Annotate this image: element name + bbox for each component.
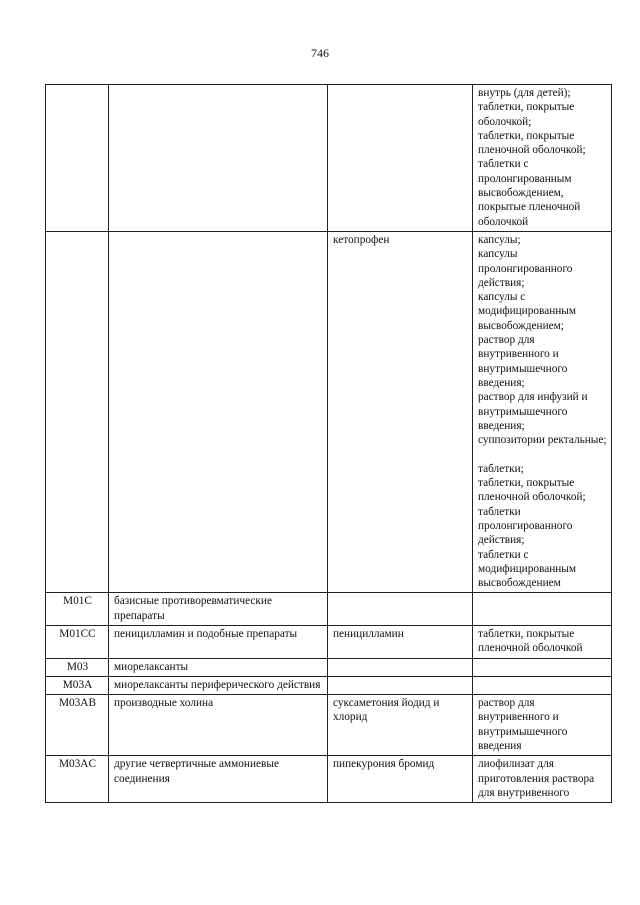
dosage-forms-cell <box>473 676 612 694</box>
page-number: 746 <box>311 46 329 60</box>
dosage-form: таблетки пролонгированного действия; <box>478 505 573 547</box>
atc-code-cell: M01CC <box>46 625 109 658</box>
dosage-forms-cell <box>473 85 612 232</box>
substance-cell <box>328 658 473 676</box>
substance-cell <box>328 676 473 694</box>
atc-code-cell: M03 <box>46 658 109 676</box>
dosage-form: таблетки с пролонгированным высвобождением, покрытые пленочной оболочкой <box>478 158 581 228</box>
group-name-cell: другие четвертичные аммониевые соединения <box>109 756 328 803</box>
atc-code-cell: M03AB <box>46 695 109 756</box>
dosage-forms-cell <box>473 231 612 592</box>
dosage-form: капсулы с модифицированным высвобождением; <box>478 291 577 332</box>
dosage-form: раствор для внутривенного и внутримышечного введения <box>478 697 568 753</box>
dosage-form: раствор для инфузий и внутримышечного введения; <box>478 391 588 432</box>
dosage-form: лиофилизат для приготовления раствора для внутривенного <box>478 758 595 799</box>
table-row <box>46 593 612 626</box>
atc-code-cell <box>46 85 109 232</box>
dosage-forms-cell <box>473 625 612 658</box>
dosage-form <box>478 447 607 461</box>
dosage-form: раствор для внутривенного и внутримышечного введения; <box>478 334 568 389</box>
group-name-cell: производные холина <box>109 695 328 756</box>
table-row <box>46 658 612 676</box>
group-name-cell: миорелаксанты периферического действия <box>109 676 328 694</box>
dosage-form: капсулы пролонгированного действия; <box>478 248 573 289</box>
atc-code-cell: M03A <box>46 676 109 694</box>
table-row <box>46 85 612 232</box>
substance-cell: пипекурония бромид <box>328 756 473 803</box>
dosage-form: таблетки с модифицированным высвобождением <box>478 548 577 590</box>
atc-code-cell: M01C <box>46 593 109 626</box>
atc-code-cell: M03AC <box>46 756 109 803</box>
dosage-forms-cell <box>473 593 612 626</box>
dosage-form: таблетки, покрытые оболочкой; <box>478 101 575 128</box>
substance-cell: суксаметония йодид и хлорид <box>328 695 473 756</box>
group-name-cell <box>109 85 328 232</box>
table-row <box>46 625 612 658</box>
table-body <box>46 85 612 803</box>
table-row <box>46 756 612 803</box>
dosage-form: внутрь (для детей); <box>478 87 571 99</box>
atc-code-cell <box>46 231 109 592</box>
group-name-cell <box>109 231 328 592</box>
dosage-form: таблетки, покрытые пленочной оболочкой; <box>478 129 586 157</box>
dosage-form: таблетки; <box>478 462 524 475</box>
drug-table <box>45 84 612 803</box>
table-row <box>46 231 612 592</box>
substance-cell <box>328 85 473 232</box>
dosage-forms-cell <box>473 658 612 676</box>
dosage-form: капсулы; <box>478 233 521 246</box>
dosage-form: таблетки, покрытые пленочной оболочкой; <box>478 477 586 504</box>
group-name-cell: миорелаксанты <box>109 658 328 676</box>
group-name-cell: пеницилламин и подобные препараты <box>109 625 328 658</box>
dosage-forms-cell <box>473 756 612 803</box>
substance-cell: кетопрофен <box>328 231 473 592</box>
table-row <box>46 676 612 694</box>
group-name-cell: базисные противоревматические препараты <box>109 593 328 626</box>
dosage-form: суппозитории ректальные; <box>478 434 607 447</box>
dosage-form: таблетки, покрытые пленочной оболочкой <box>478 627 583 655</box>
dosage-forms-cell <box>473 695 612 756</box>
table-row <box>46 695 612 756</box>
substance-cell <box>328 593 473 626</box>
substance-cell: пеницилламин <box>328 625 473 658</box>
